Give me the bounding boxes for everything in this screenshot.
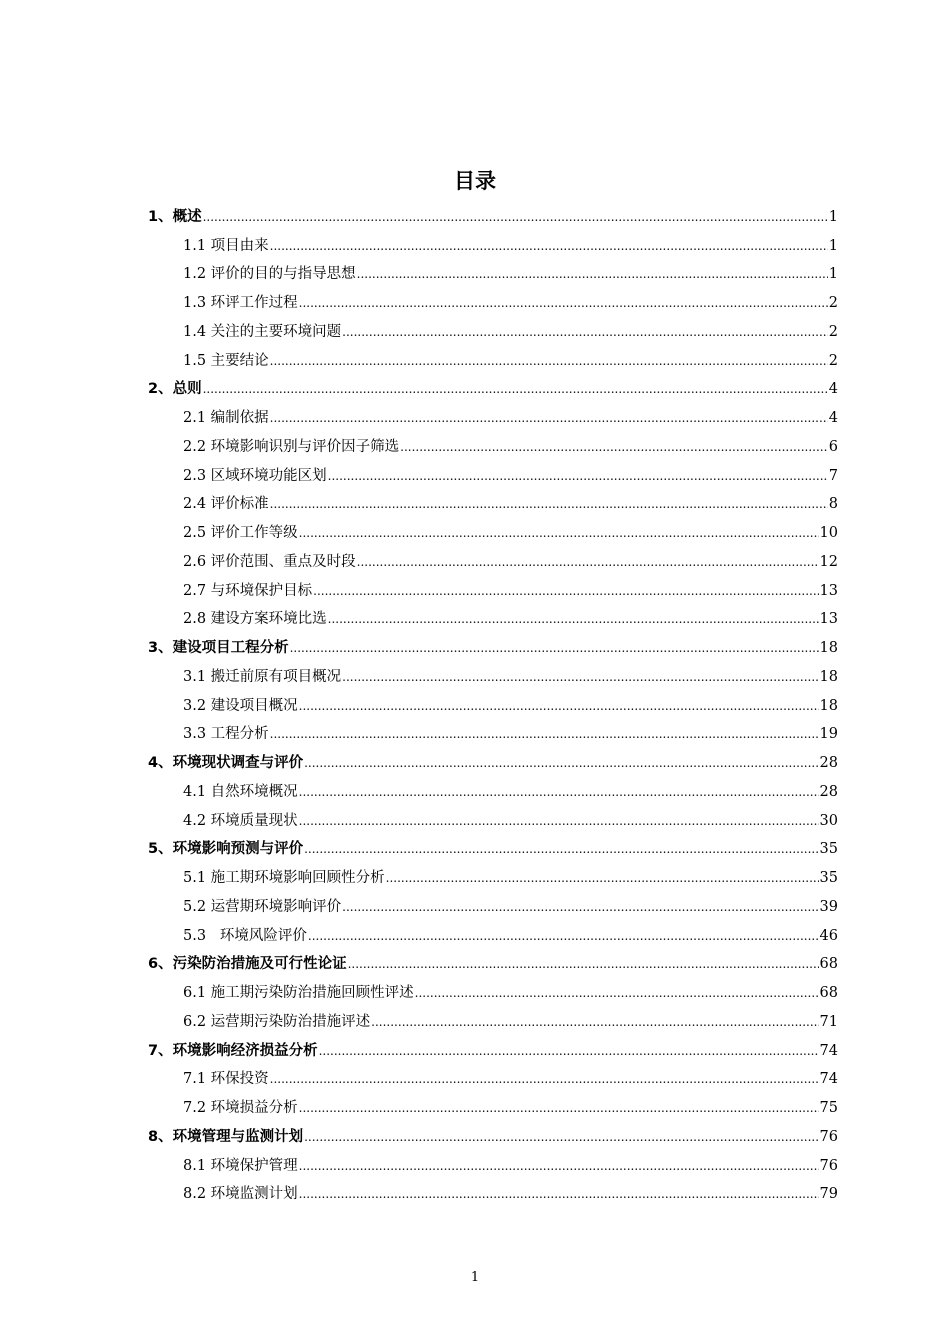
toc-entry-title: 3.3 工程分析 [183, 726, 269, 743]
toc-entry-title: 2.5 评价工作等级 [183, 525, 298, 541]
toc-entry-page: 10 [819, 525, 838, 541]
toc-section-entry[interactable] [148, 428, 838, 457]
toc-section-entry[interactable] [148, 457, 838, 486]
toc-dot-leader [319, 1041, 819, 1061]
toc-section-entry[interactable] [148, 859, 838, 888]
toc-entry-title: 8、环境管理与监测计划 [148, 1128, 304, 1145]
toc-dot-leader [299, 1184, 819, 1204]
toc-dot-leader [342, 897, 818, 917]
toc-chapter-entry[interactable] [148, 744, 838, 773]
toc-section-entry[interactable] [148, 342, 838, 371]
toc-entry-title: 7、环境影响经济损益分析 [148, 1042, 318, 1059]
toc-dot-leader [313, 581, 818, 601]
toc-dot-leader [415, 983, 819, 1003]
toc-entry-page: 18 [819, 697, 838, 714]
toc-dot-leader [304, 1127, 818, 1147]
toc-entry-title: 1.5 主要结论 [183, 352, 269, 369]
toc-dot-leader [270, 494, 828, 514]
toc-entry-page: 13 [819, 582, 838, 599]
toc-entry-page: 75 [819, 1100, 838, 1116]
toc-entry-page: 2 [828, 352, 838, 369]
toc-dot-leader [270, 724, 819, 744]
toc-dot-leader [270, 1069, 819, 1089]
toc-entry-title: 4.1 自然环境概况 [183, 783, 298, 800]
toc-entry-page: 79 [819, 1186, 838, 1203]
toc-section-entry[interactable] [148, 1003, 838, 1032]
toc-dot-leader [299, 293, 828, 313]
toc-dot-leader [328, 466, 828, 486]
toc-dot-leader [328, 609, 819, 629]
toc-entry-title: 5.2 运营期环境影响评价 [183, 898, 342, 915]
toc-entry-page: 19 [819, 726, 838, 743]
toc-entry-page: 1 [828, 237, 838, 254]
toc-section-entry[interactable] [148, 773, 838, 802]
toc-entry-title: 5、环境影响预测与评价 [148, 841, 304, 858]
toc-entry-title: 4、环境现状调查与评价 [148, 755, 304, 771]
toc-entry-title: 2、总则 [148, 381, 202, 398]
toc-entry-page: 76 [819, 1157, 838, 1174]
toc-entry-page: 4 [828, 381, 838, 398]
toc-entry-title: 5.1 施工期环境影响回顾性分析 [183, 870, 385, 886]
toc-entry-page: 35 [819, 841, 838, 858]
toc-entry-page: 12 [819, 553, 838, 570]
toc-entry-title: 2.1 编制依据 [183, 410, 269, 426]
toc-entry-page: 71 [819, 1013, 838, 1030]
toc-dot-leader [299, 696, 819, 716]
toc-dot-leader [386, 868, 819, 888]
toc-entry-title: 8.1 环境保护管理 [183, 1157, 298, 1174]
toc-section-entry[interactable] [148, 572, 838, 601]
toc-section-entry[interactable] [148, 1147, 838, 1176]
toc-dot-leader [299, 782, 819, 802]
toc-section-entry[interactable] [148, 716, 838, 745]
toc-entry-page: 18 [819, 668, 838, 685]
toc-entry-page: 6 [828, 438, 838, 455]
toc-section-entry[interactable] [148, 313, 838, 342]
toc-section-entry[interactable] [148, 974, 838, 1003]
toc-section-entry[interactable] [148, 687, 838, 716]
toc-section-entry[interactable] [148, 543, 838, 572]
toc-dot-leader [299, 1098, 819, 1118]
toc-chapter-entry[interactable] [148, 198, 838, 227]
toc-dot-leader [299, 1156, 819, 1176]
page-title: 目录 [454, 169, 496, 193]
toc-entry-title: 6、污染防治措施及可行性论证 [148, 956, 347, 973]
toc-entry-title: 1.4 关注的主要环境问题 [183, 323, 342, 340]
toc-entry-page: 18 [819, 640, 838, 656]
toc-dot-leader [203, 207, 828, 227]
toc-entry-title: 1.2 评价的目的与指导思想 [183, 266, 356, 283]
toc-entry-title: 2.8 建设方案环境比选 [183, 611, 327, 628]
toc-dot-leader [299, 811, 819, 831]
toc-dot-leader [299, 523, 819, 543]
toc-entry-page: 28 [819, 755, 838, 771]
toc-chapter-entry[interactable] [148, 629, 838, 658]
toc-entry-page: 2 [828, 323, 838, 340]
toc-entry-page: 8 [828, 496, 838, 513]
toc-section-entry[interactable] [148, 227, 838, 256]
toc-dot-leader [308, 926, 819, 946]
toc-entry-title: 6.1 施工期污染防治措施回顾性评述 [183, 985, 414, 1001]
toc-section-entry[interactable] [148, 917, 838, 946]
toc-entry-title: 3、建设项目工程分析 [148, 640, 289, 656]
toc-dot-leader [304, 753, 818, 773]
toc-entry-title: 7.2 环境损益分析 [183, 1100, 298, 1116]
toc-entry-page: 68 [819, 956, 838, 973]
toc-dot-leader [357, 264, 828, 284]
toc-entry-page: 28 [819, 783, 838, 800]
toc-entry-title: 2.2 环境影响识别与评价因子筛选 [183, 438, 400, 455]
toc-chapter-entry[interactable] [148, 1032, 838, 1061]
toc-entry-title: 6.2 运营期污染防治措施评述 [183, 1013, 371, 1030]
toc-entry-title: 1.3 环评工作过程 [183, 295, 298, 311]
toc-dot-leader [304, 839, 818, 859]
toc-section-entry[interactable] [148, 486, 838, 515]
toc-section-entry[interactable] [148, 802, 838, 831]
toc-section-entry[interactable] [148, 284, 838, 313]
toc-chapter-entry[interactable] [148, 371, 838, 400]
toc-section-entry[interactable] [148, 256, 838, 285]
toc-entry-title: 1、概述 [148, 208, 202, 225]
toc-dot-leader [400, 437, 828, 457]
toc-entry-title: 2.3 区域环境功能区划 [183, 467, 327, 484]
toc-entry-page: 76 [819, 1128, 838, 1145]
toc-entry-page: 74 [819, 1042, 838, 1059]
toc-entry-page: 30 [819, 812, 838, 829]
toc-entry-title: 5.3 环境风险评价 [183, 927, 307, 944]
toc-entry-page: 46 [819, 927, 838, 944]
toc-section-entry[interactable] [148, 1061, 838, 1090]
toc-entry-title: 1.1 项目由来 [183, 237, 269, 254]
toc-dot-leader [371, 1012, 818, 1032]
toc-dot-leader [270, 236, 828, 256]
page-number: 1 [470, 1270, 480, 1285]
toc-entry-title: 2.7 与环境保护目标 [183, 582, 313, 599]
toc-entry-page: 13 [819, 611, 838, 628]
toc-dot-leader [342, 667, 818, 687]
toc-entry-page: 2 [828, 295, 838, 311]
toc-chapter-entry[interactable] [148, 831, 838, 860]
table-of-contents [148, 198, 838, 1204]
toc-entry-page: 4 [828, 410, 838, 426]
toc-entry-page: 1 [828, 266, 838, 283]
toc-dot-leader [342, 322, 828, 342]
toc-chapter-entry[interactable] [148, 946, 838, 975]
toc-section-entry[interactable] [148, 601, 838, 630]
toc-dot-leader [270, 351, 828, 371]
toc-section-entry[interactable] [148, 888, 838, 917]
toc-dot-leader [357, 552, 819, 572]
toc-entry-page: 1 [828, 208, 838, 225]
toc-section-entry[interactable] [148, 514, 838, 543]
toc-entry-title: 4.2 环境质量现状 [183, 812, 298, 829]
toc-entry-title: 2.6 评价范围、重点及时段 [183, 553, 356, 570]
toc-dot-leader [290, 638, 819, 658]
toc-entry-title: 3.1 搬迁前原有项目概况 [183, 668, 342, 685]
toc-chapter-entry[interactable] [148, 1118, 838, 1147]
toc-entry-title: 8.2 环境监测计划 [183, 1186, 298, 1203]
toc-dot-leader [270, 408, 828, 428]
toc-entry-page: 7 [828, 467, 838, 484]
toc-dot-leader [203, 379, 828, 399]
toc-dot-leader [348, 954, 819, 974]
toc-section-entry[interactable] [148, 1089, 838, 1118]
toc-entry-page: 35 [819, 870, 838, 886]
toc-entry-page: 74 [819, 1071, 838, 1088]
toc-entry-title: 3.2 建设项目概况 [183, 697, 298, 714]
toc-section-entry[interactable] [148, 1176, 838, 1205]
toc-entry-page: 68 [819, 985, 838, 1001]
toc-entry-title: 7.1 环保投资 [183, 1071, 269, 1088]
toc-entry-title: 2.4 评价标准 [183, 496, 269, 513]
toc-entry-page: 39 [819, 898, 838, 915]
toc-section-entry[interactable] [148, 658, 838, 687]
toc-section-entry[interactable] [148, 399, 838, 428]
